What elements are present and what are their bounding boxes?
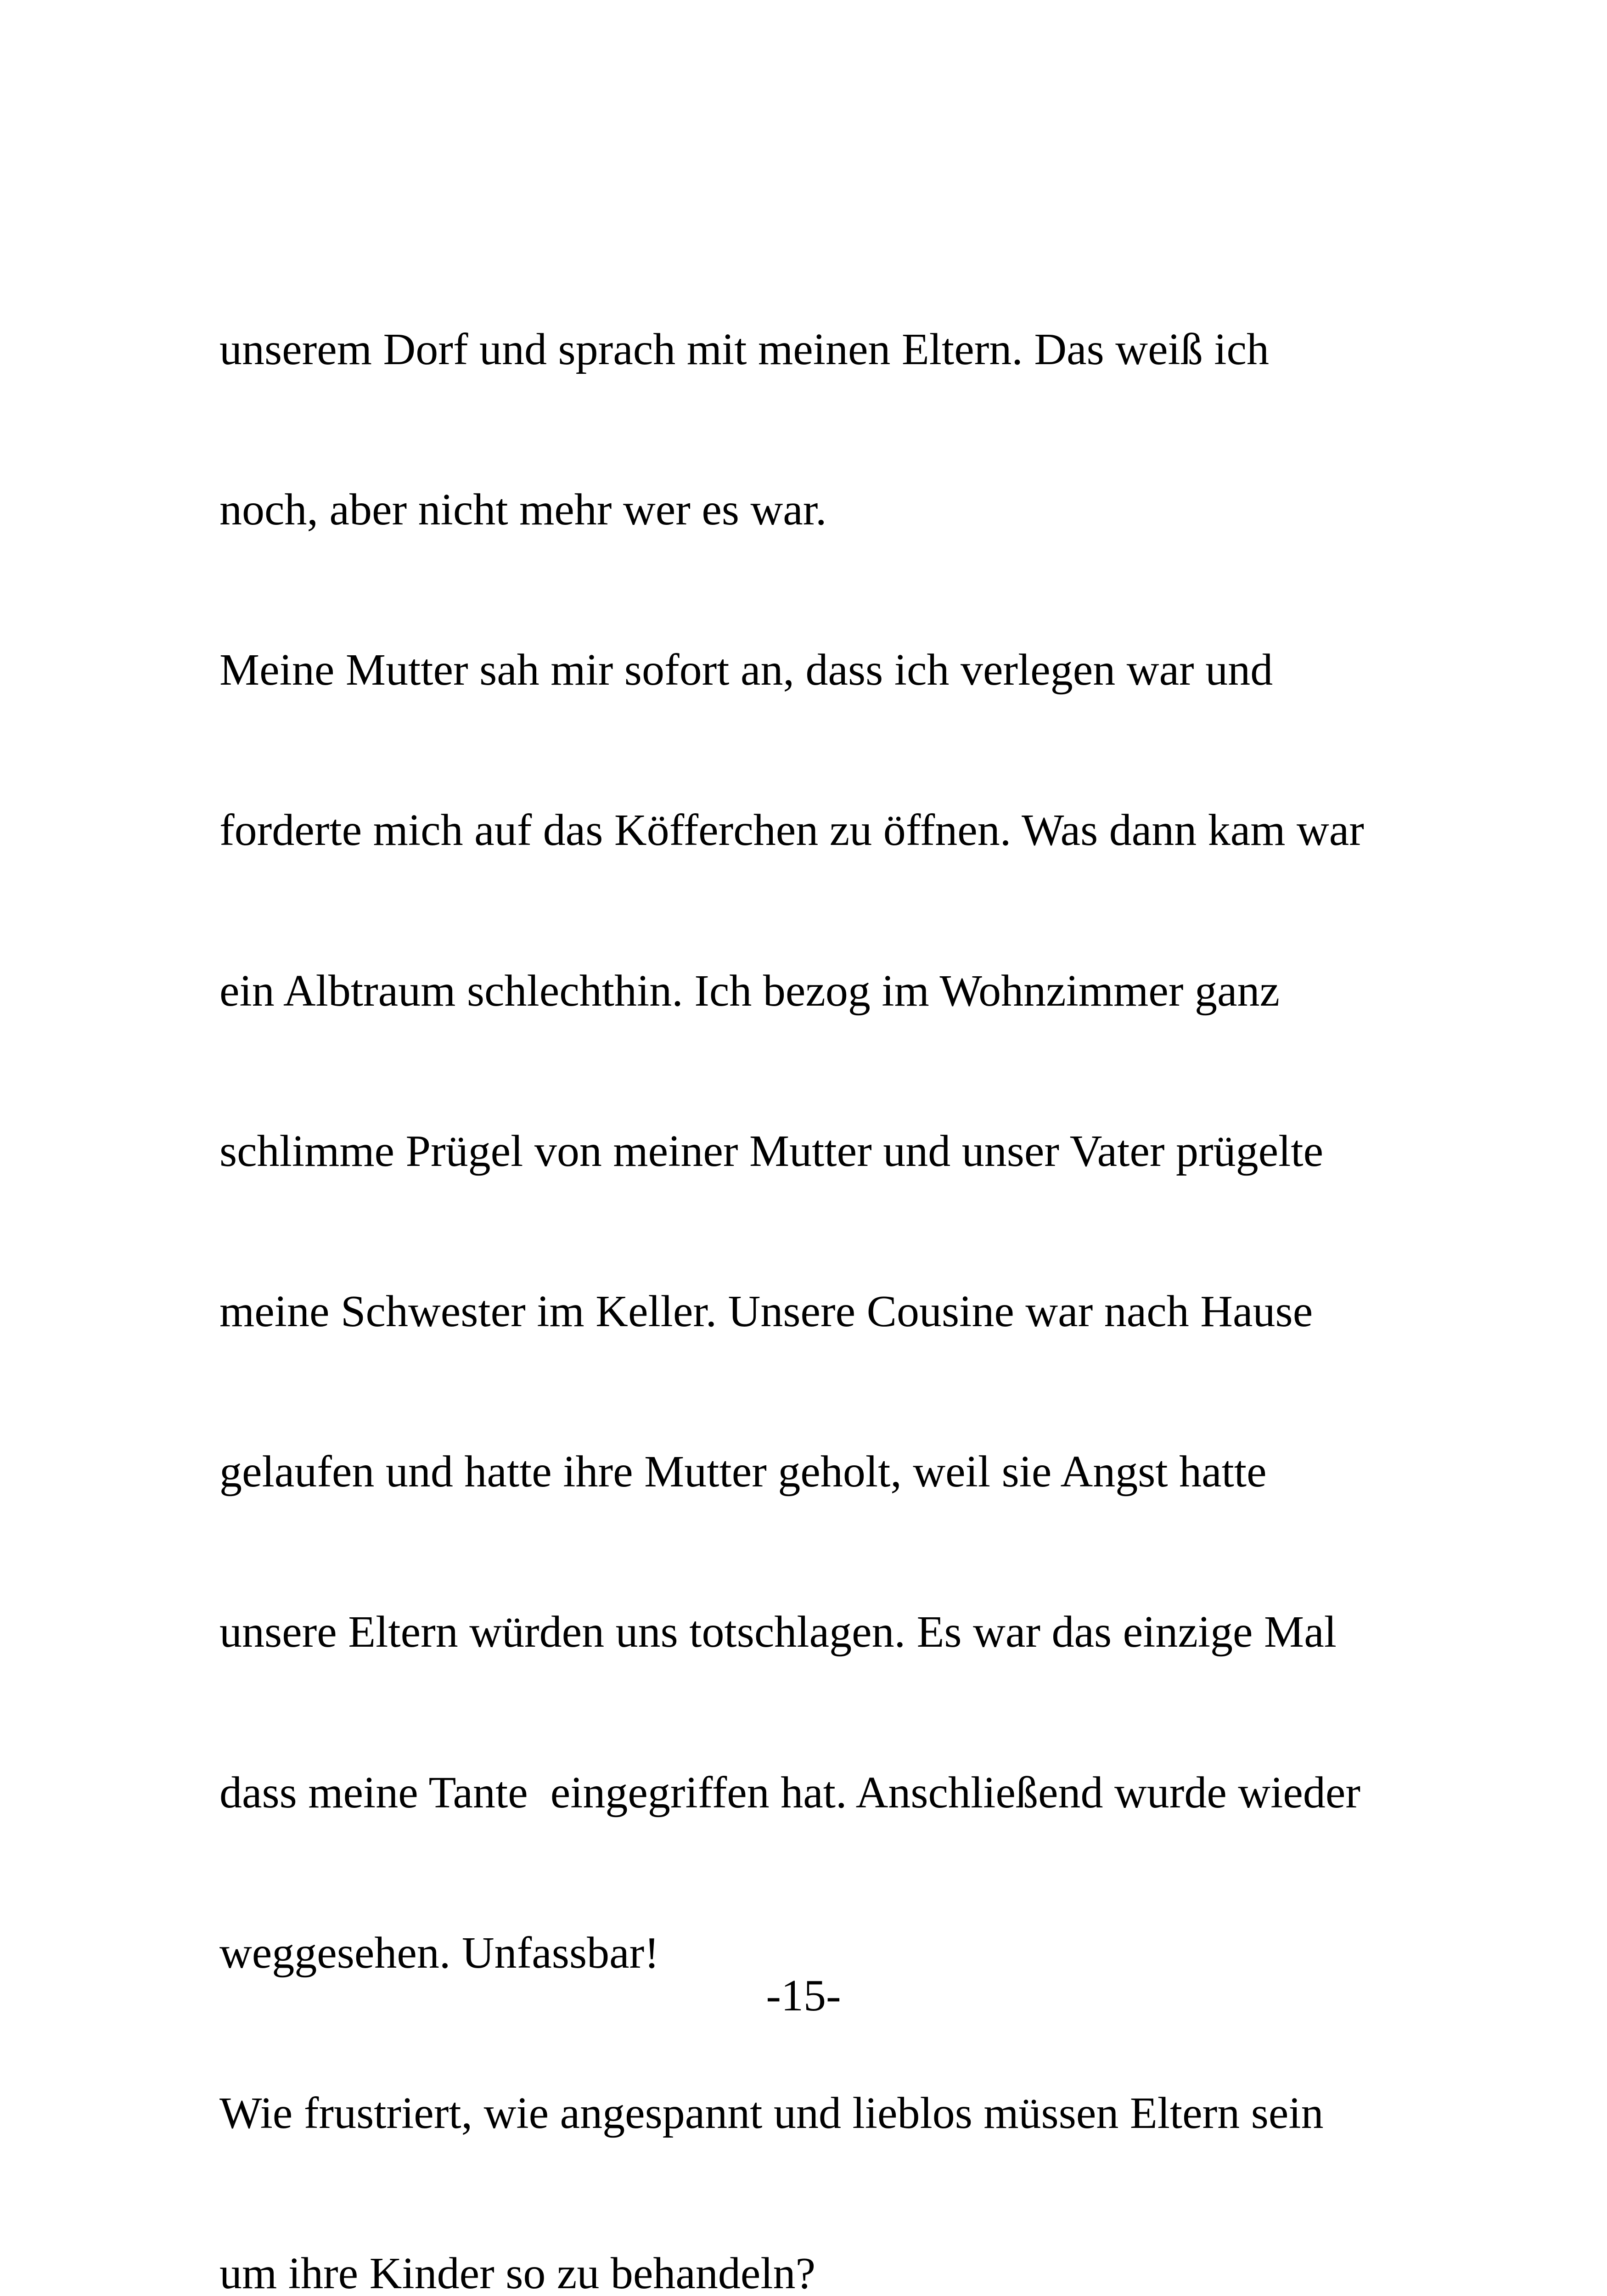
text-line: noch, aber nicht mehr wer es war. (219, 485, 827, 535)
text-line: meine Schwester im Keller. Unsere Cousine war nach Hause (219, 1287, 1313, 1337)
text-line: Wie frustriert, wie angespannt und lieblos müssen Eltern sein (219, 2088, 1324, 2138)
text-line: um ihre Kinder so zu behandeln? (219, 2249, 816, 2296)
text-line: dass meine Tante eingegriffen hat. Anschließend wurde wieder (219, 1767, 1360, 1818)
text-line: gelaufen und hatte ihre Mutter geholt, weil sie Angst hatte (219, 1447, 1267, 1497)
text-line: weggesehen. Unfassbar! (219, 1928, 659, 1978)
text-line: ein Albtraum schlechthin. Ich bezog im Wohnzimmer ganz (219, 966, 1280, 1016)
text-line: forderte mich auf das Köfferchen zu öffnen. Was dann kam war (219, 805, 1364, 855)
text-line: unserem Dorf und sprach mit meinen Eltern. Das weiß ich (219, 324, 1270, 374)
text-line: schlimme Prügel von meiner Mutter und unser Vater prügelte (219, 1126, 1324, 1176)
text-line: Meine Mutter sah mir sofort an, dass ich verlegen war und (219, 645, 1273, 695)
page-number: -15- (766, 1971, 841, 2020)
text-line: unsere Eltern würden uns totschlagen. Es war das einzige Mal (219, 1607, 1337, 1657)
